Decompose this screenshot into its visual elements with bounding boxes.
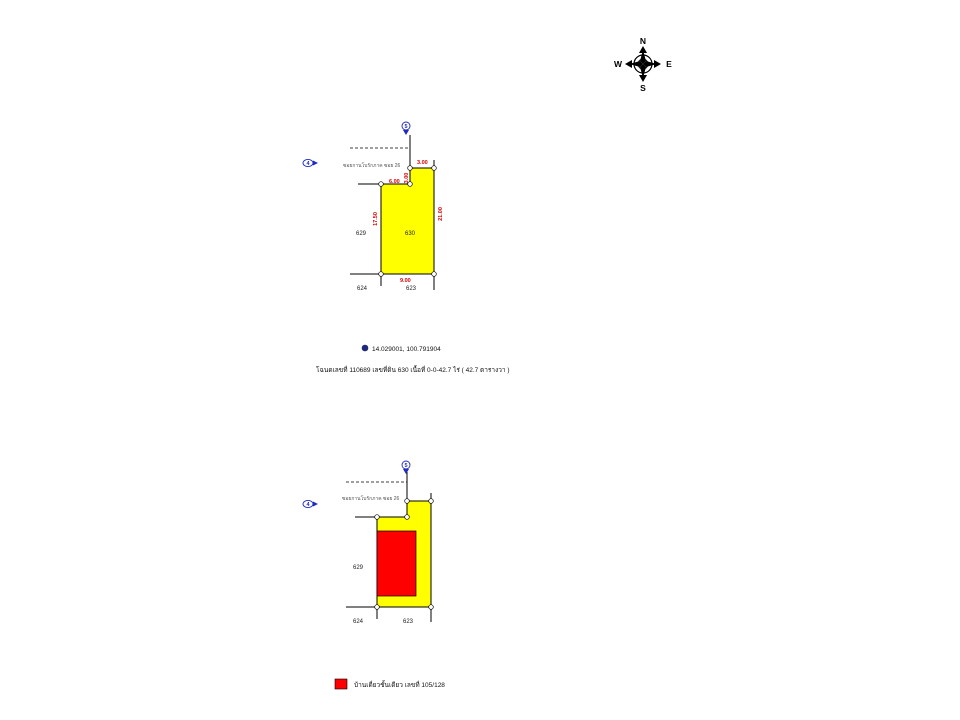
legend-building-swatch — [335, 679, 347, 689]
dim-bottom: 9.00 — [400, 278, 411, 284]
parcel-number-623: 623 — [406, 286, 417, 292]
location-dot-icon — [362, 345, 369, 352]
dim-top-right: 3.00 — [417, 160, 428, 166]
building-shape — [377, 531, 416, 596]
compass-east-label: E — [666, 59, 672, 69]
legend-building-label: บ้านเดี่ยวชั้นเดียว เลขที่ 105/128 — [354, 682, 445, 689]
marker-north-icon — [402, 461, 410, 474]
marker-west-icon — [303, 500, 318, 508]
coordinates-text: 14.029001, 100.791904 — [372, 346, 441, 353]
parcel-number-629-2: 629 — [353, 565, 364, 571]
compass-south-label: S — [640, 83, 646, 93]
marker-west-number: 4 — [306, 161, 310, 167]
parcel-map-1 — [303, 122, 510, 374]
dim-left: 17.50 — [373, 212, 379, 226]
compass-rose-icon — [614, 36, 672, 93]
parcel-map-2 — [303, 461, 445, 689]
road-label: ซอยกานโบรักภาค ซอย 26 — [343, 163, 401, 169]
dim-notch-horizontal: 6.00 — [389, 179, 400, 185]
dim-right: 21.00 — [438, 207, 444, 221]
marker-north-number: 5 — [404, 124, 408, 130]
deed-info-text: โฉนดเลขที่ 110689 เลขที่ดิน 630 เนื้อที่ 0-0-42.7 ไร่ ( 42.7 ตารางวา ) — [316, 367, 510, 374]
marker-west-icon — [303, 159, 318, 167]
parcel-number-624-2: 624 — [353, 619, 364, 625]
dim-notch-vertical: 3.00 — [404, 172, 410, 184]
parcel-number-623-2: 623 — [403, 619, 414, 625]
parcel-number-624: 624 — [357, 286, 368, 292]
parcel-number-629: 629 — [356, 231, 367, 237]
compass-north-label: N — [639, 36, 647, 46]
marker-north-icon — [402, 122, 410, 135]
road-label-2: ซอยกานโบรักภาค ซอย 26 — [342, 496, 400, 502]
marker-west-number-2: 4 — [306, 502, 310, 508]
marker-north-number-2: 5 — [404, 463, 408, 469]
compass-west-label: W — [613, 59, 623, 69]
parcel-number-630: 630 — [405, 231, 416, 237]
